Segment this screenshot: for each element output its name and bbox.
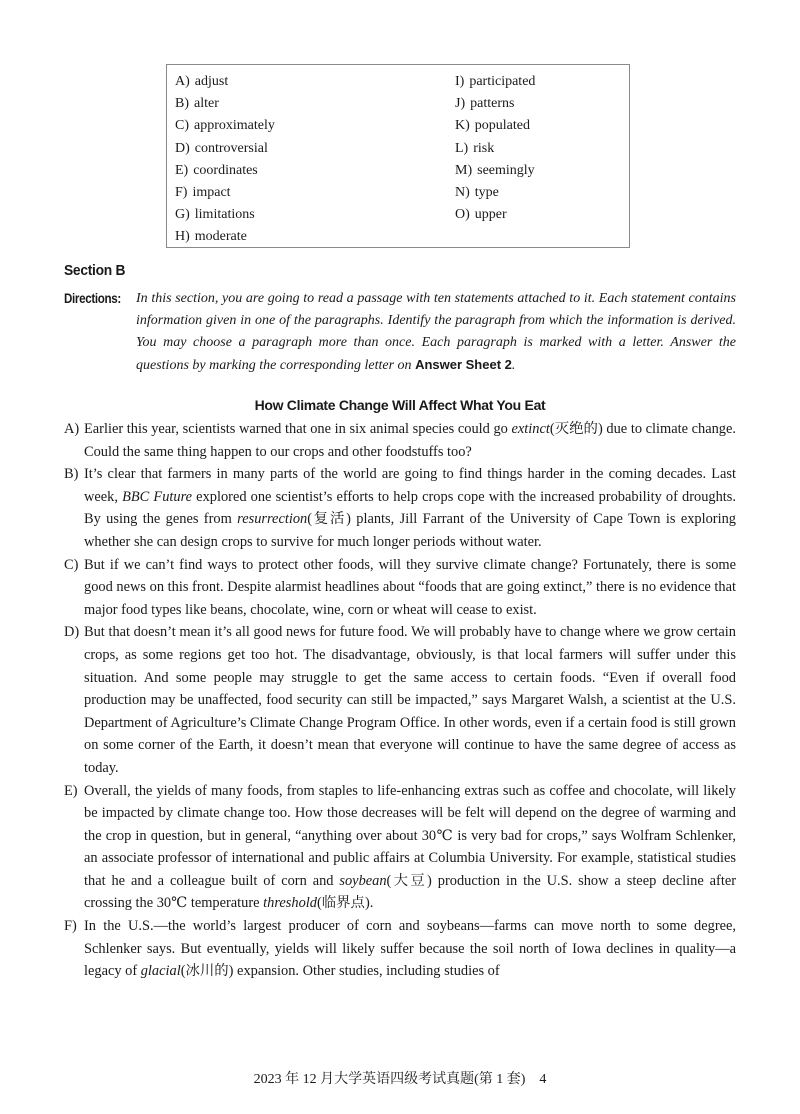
- word-option: [175, 204, 275, 226]
- option-letter: A): [175, 74, 190, 89]
- paragraph-text: (冰川的) expansion. Other studies, including studies of: [180, 963, 500, 980]
- word-bank-left-column: [175, 71, 275, 249]
- option-word: type: [474, 185, 499, 201]
- option-letter: N): [455, 185, 470, 201]
- paragraph: [64, 418, 736, 463]
- word-bank-right-column: [455, 71, 535, 226]
- paragraph: [64, 554, 736, 622]
- paragraph-letter: F): [64, 918, 77, 935]
- word-option: [455, 182, 535, 204]
- italic-term: resurrection: [237, 511, 308, 528]
- option-word: controversial: [194, 140, 268, 156]
- italic-term: threshold: [263, 895, 317, 912]
- paragraph: [64, 915, 736, 983]
- option-letter: M): [455, 162, 473, 178]
- italic-term: soybean: [339, 872, 387, 889]
- option-letter: B): [175, 96, 189, 112]
- option-letter: I): [455, 74, 465, 89]
- word-option: [455, 204, 535, 226]
- option-word: alter: [194, 96, 219, 112]
- option-word: upper: [474, 207, 507, 223]
- word-option: [175, 115, 275, 137]
- word-option: [175, 182, 275, 204]
- option-word: coordinates: [193, 162, 258, 178]
- paragraph-text: In the U.S.—the world’s largest producer of corn and soybeans—farms can move north to some degree, Schlenker says. But eventually, yields will likely suffer because the soil north of Iowa declines in quality—a legacy of: [84, 918, 736, 980]
- page-footer: 2023 年 12 月大学英语四级考试真题(第 1 套) 4: [253, 1072, 547, 1087]
- option-word: seemingly: [477, 162, 535, 178]
- option-letter: F): [175, 185, 188, 201]
- paragraph-letter: A): [64, 421, 80, 437]
- option-word: limitations: [194, 207, 255, 223]
- paragraph-text: explored one scientist’s efforts to help crops cope with the increased probability of droughts. By using the genes from: [84, 488, 736, 528]
- option-letter: O): [455, 207, 470, 223]
- word-option: [175, 71, 275, 93]
- word-option: [175, 93, 275, 115]
- option-word: patterns: [470, 96, 515, 112]
- option-letter: H): [175, 229, 190, 245]
- paragraph: [64, 780, 736, 916]
- option-letter: G): [175, 207, 190, 223]
- paragraph-text: But if we can’t find ways to protect other foods, will they survive climate change? Fortunately, there is some good news on this front. Despite alarmist headlines about “foods that are going extinct,” there is no evidence that major food types like beans, chocolate, wine, corn or wheat will cease to exist.: [84, 556, 736, 618]
- word-option: [175, 226, 275, 248]
- italic-term: glacial: [140, 963, 181, 980]
- option-letter: D): [175, 140, 190, 156]
- italic-term: BBC Future: [122, 488, 193, 505]
- paragraph-text: Overall, the yields of many foods, from staples to life-enhancing extras such as coffee and chocolate, will likely be impacted by climate change too. How those decreases will be felt will depend on the degree of warming and the crop in question, but in general, “anything over about 30℃ is very bad for crops,” says Wolfram Schlenker, an associate professor of international and public affairs at Columbia University. For example, statistical studies that he and a colleague built of corn and: [84, 782, 736, 889]
- word-option: [175, 160, 275, 182]
- option-letter: K): [455, 118, 470, 134]
- option-word: populated: [474, 118, 530, 134]
- option-letter: L): [455, 140, 469, 156]
- option-letter: C): [175, 118, 189, 134]
- word-option: [455, 93, 535, 115]
- paragraph-text: But that doesn’t mean it’s all good news for future food. We will probably have to change where we grow certain crops, as some regions get too hot. The disadvantage, obviously, is that local farmers will suffer under this situation. And some people may struggle to get the same access to certain foods. “Even if overall food production may be unaffected, food security can still be impacted,” says Margaret Walsh, a scientist at the U.S. Department of Agriculture’s Climate Change Program Office. In other words, even if a certain food is still grown on some corner of the Earth, it doesn’t mean that everyone will continue to have the same degree of access as today.: [84, 624, 736, 776]
- paragraph-text: (大豆) production in the U.S. show a steep decline after crossing the 30℃ temperature: [84, 872, 737, 912]
- word-bank-box: [166, 64, 630, 248]
- option-word: risk: [473, 140, 495, 156]
- italic-term: extinct: [511, 421, 550, 437]
- answer-sheet-label: Answer Sheet 2: [415, 357, 512, 372]
- directions-text: [136, 288, 736, 377]
- word-option: [175, 138, 275, 160]
- word-option: [455, 138, 535, 160]
- paragraph-text: It’s clear that farmers in many parts of the world are going to find things harder in the coming decades. Last week,: [84, 466, 736, 505]
- paragraph-text: Earlier this year, scientists warned that one in six animal species could go: [84, 421, 512, 437]
- word-option: [455, 115, 535, 137]
- word-option: [455, 71, 535, 93]
- directions: [64, 288, 736, 377]
- option-letter: E): [175, 162, 189, 178]
- word-option: [455, 160, 535, 182]
- paragraph-text: (临界点).: [316, 895, 374, 912]
- paragraph: [64, 621, 736, 779]
- passage-title: How Climate Change Will Affect What You Eat: [254, 397, 546, 413]
- paragraph-text: (复活) plants, Jill Farrant of the University of Cape Town is exploring whether she can design crops to survive for much longer periods without water.: [84, 511, 736, 550]
- option-word: moderate: [194, 229, 247, 245]
- option-letter: J): [455, 96, 466, 112]
- paragraph: [64, 463, 736, 553]
- directions-label: Directions:: [64, 291, 121, 306]
- passage: [64, 418, 736, 983]
- paragraph-letter: B): [64, 466, 79, 483]
- option-word: participated: [469, 74, 536, 89]
- paragraph-letter: E): [64, 782, 78, 799]
- option-word: approximately: [194, 118, 275, 134]
- section-title: Section B: [64, 262, 126, 279]
- directions-body: In this section, you are going to read a passage with ten statements attached to it. Each statement contains information given in one of the paragraphs. Identify the paragraph from which the information is derived. You may choose a paragraph more than once. Each paragraph is marked with a letter. Answer the questions by marking the corresponding letter on: [136, 291, 736, 373]
- paragraph-text: (灭绝的) due to climate change. Could the same thing happen to our crops and other foodstuffs too?: [84, 421, 736, 460]
- paragraph-letter: D): [64, 624, 80, 641]
- paragraph-letter: C): [64, 556, 79, 573]
- option-word: adjust: [194, 74, 229, 89]
- directions-end: .: [511, 358, 516, 373]
- option-word: impact: [192, 185, 231, 201]
